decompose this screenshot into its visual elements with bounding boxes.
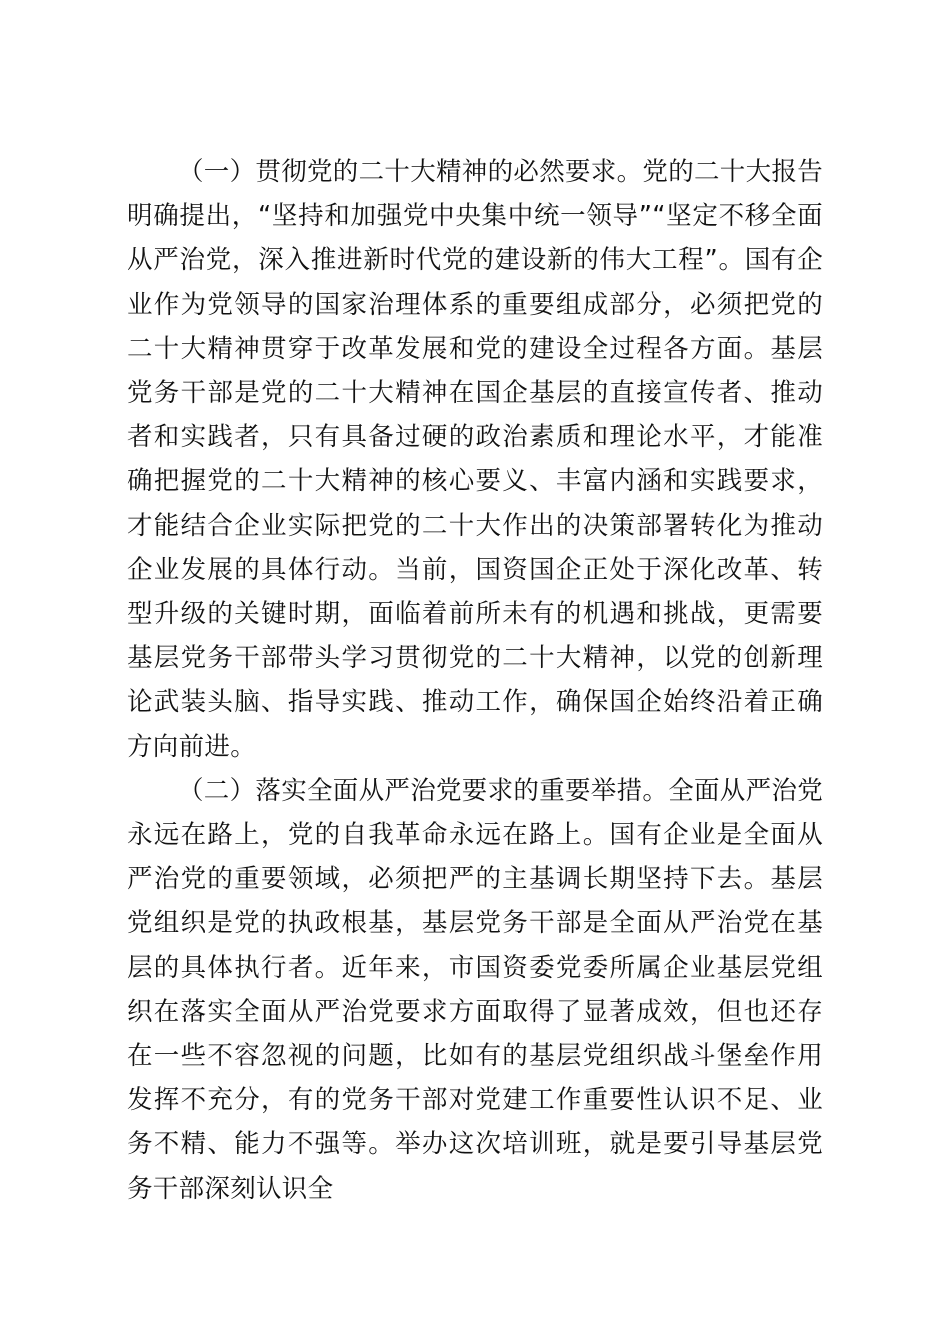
paragraph-1: （一）贯彻党的二十大精神的必然要求。党的二十大报告明确提出，“坚持和加强党中央集中统一领导”“坚定不移全面从严治党，深入推进新时代党的建设新的伟大工程”。国有企业作为党领导的国家治理体系的重要组成部分，必须把党的二十大精神贯穿于改革发展和党的建设全过程各方面。基层党务干部是党的二十大精神在国企基层的直接宣传者、推动者和实践者，只有具备过硬的政治素质和理论水平，才能准确把握党的二十大精神的核心要义、丰富内涵和实践要求，才能结合企业实际把党的二十大作出的决策部署转化为推动企业发展的具体行动。当前，国资国企正处于深化改革、转型升级的关键时期，面临着前所未有的机遇和挑战，更需要基层党务干部带头学习贯彻党的二十大精神，以党的创新理论武装头脑、指导实践、推动工作，确保国企始终沿着正确方向前进。 [127, 157, 824, 762]
document-body [127, 150, 823, 1211]
paragraph-2: （二）落实全面从严治党要求的重要举措。全面从严治党永远在路上，党的自我革命永远在路上。国有企业是全面从严治党的重要领域，必须把严的主基调长期坚持下去。基层党组织是党的执政根基，基层党务干部是全面从严治党在基层的具体执行者。近年来，市国资委党委所属企业基层党组织在落实全面从严治党要求方面取得了显著成效，但也还存在一些不容忽视的问题，比如有的基层党组织战斗堡垒作用发挥不充分，有的党务干部对党建工作重要性认识不足、业务不精、能力不强等。举办这次培训班，就是要引导基层党务干部深刻认识全 [127, 775, 824, 1204]
